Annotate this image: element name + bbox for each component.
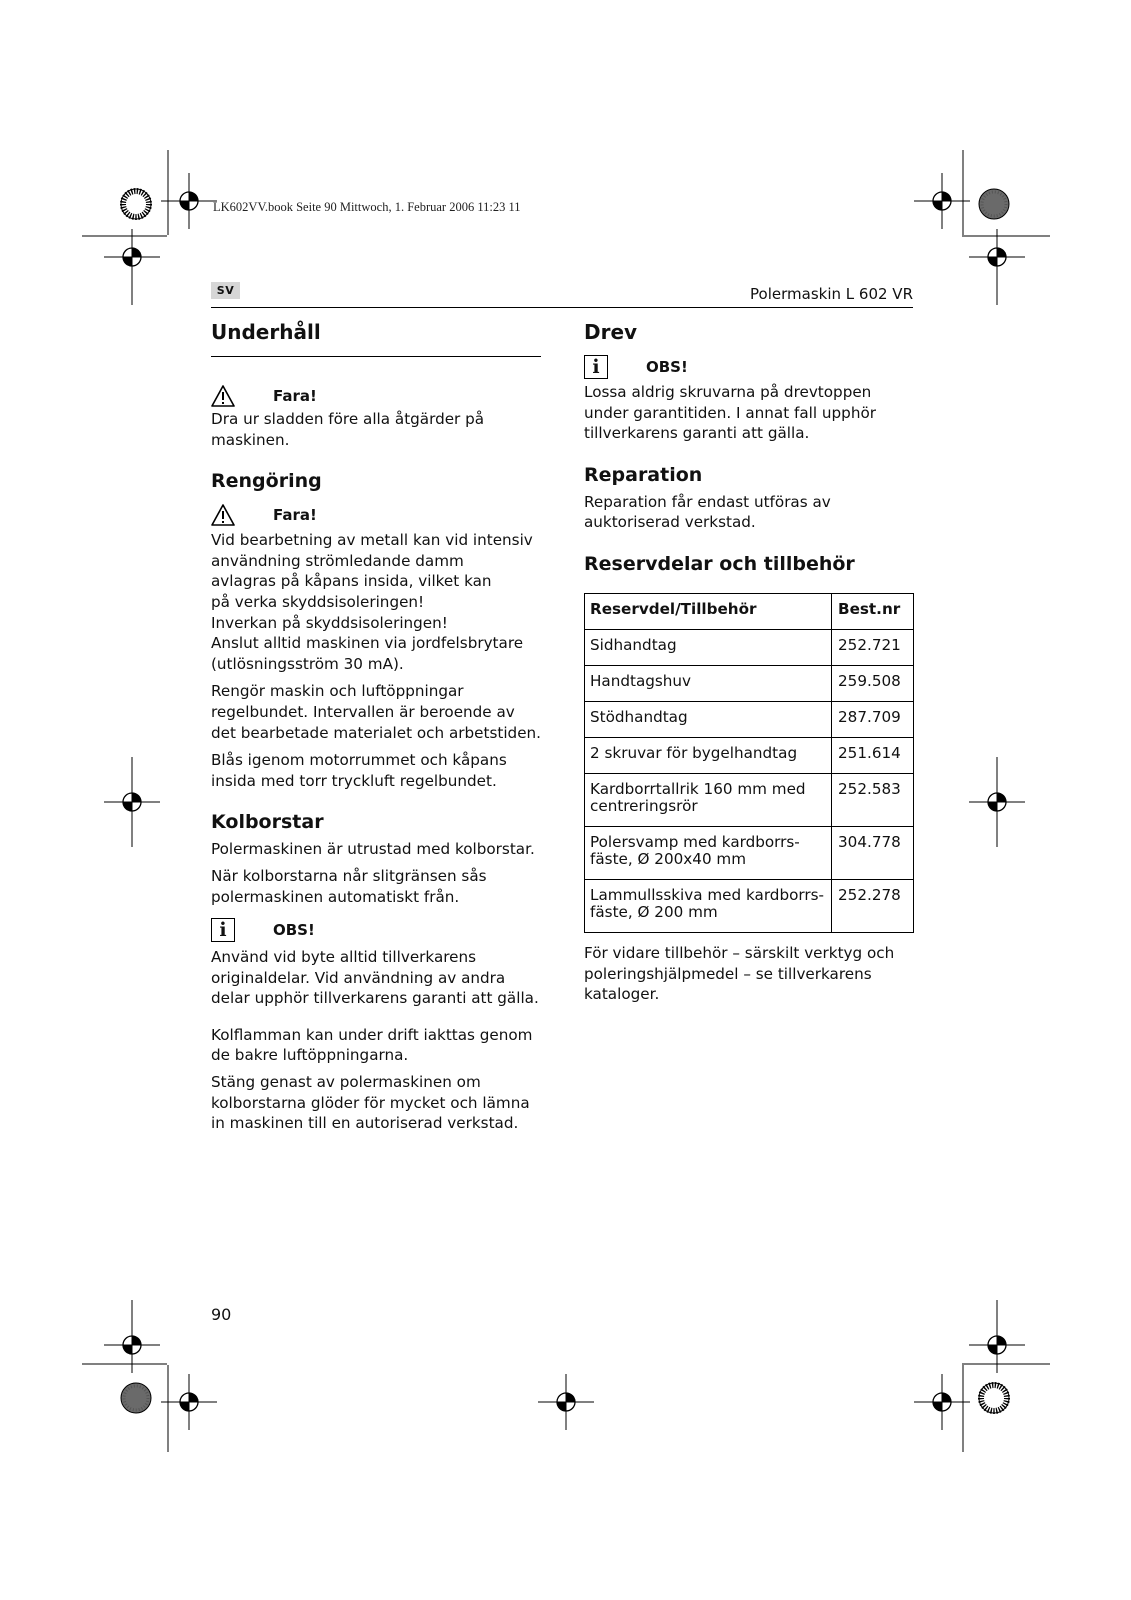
danger-text: Dra ur sladden före alla åtgärder på maskinen. xyxy=(211,410,485,449)
table-row xyxy=(585,773,914,826)
table-row xyxy=(585,879,914,932)
warning-triangle-icon xyxy=(211,385,235,407)
column-header: Best.nr xyxy=(832,593,914,629)
header-rule xyxy=(211,307,913,308)
danger-note xyxy=(211,383,541,409)
document-title: Polermaskin L 602 VR xyxy=(750,285,913,303)
section-heading-repair: Reparation xyxy=(584,463,703,486)
section-heading-drive: Drev xyxy=(584,320,638,344)
text-line: in maskinen till en autoriserad verkstad. xyxy=(211,1114,519,1133)
part-name: Stödhandtag xyxy=(585,701,832,737)
accessories-note: För vidare tillbehör – särskilt verktyg och poleringshjälpmedel – se tillverkarens kataloger. xyxy=(584,943,895,1004)
title-rule xyxy=(211,356,541,357)
part-number: 252.278 xyxy=(832,879,914,932)
page-number: 90 xyxy=(211,1305,232,1324)
section-title-maintenance: Underhåll xyxy=(211,320,321,344)
part-number: 251.614 xyxy=(832,737,914,773)
part-name: Kardborrtallrik 160 mm med centreringsrör xyxy=(585,773,832,826)
table-row xyxy=(585,629,914,665)
left-column xyxy=(211,320,541,1134)
obs-note xyxy=(584,354,914,380)
part-number: 252.721 xyxy=(832,629,914,665)
cleaning-warning-text xyxy=(211,530,541,674)
paragraph: Blås igenom motorrummet och kåpans insida med torr tryckluft regelbundet. xyxy=(211,751,507,790)
part-name: Sidhandtag xyxy=(585,629,832,665)
paragraph: Reparation får endast utföras av auktoriserad verkstad. xyxy=(584,492,831,532)
text-line: användning strömledande damm xyxy=(211,551,464,570)
language-badge: SV xyxy=(211,282,240,299)
paragraph: Kolflamman kan under drift iakttas genom de bakre luftöppningarna. xyxy=(211,1025,533,1065)
text-line: på verka skyddsisoleringen! xyxy=(211,592,425,611)
table-row xyxy=(585,665,914,701)
warning-triangle-icon xyxy=(211,504,235,526)
danger-label: Fara! xyxy=(273,387,317,405)
text-line: kolborstarna glöder för mycket och lämna xyxy=(211,1093,530,1112)
column-header: Reservdel/Tillbehör xyxy=(585,593,832,629)
info-icon: i xyxy=(211,918,235,942)
text-line: avlagras på kåpans insida, vilket kan xyxy=(211,572,492,591)
table-row xyxy=(585,701,914,737)
obs-label: OBS! xyxy=(646,358,688,376)
obs-text: Lossa aldrig skruvarna på drevtoppen under garantitiden. I annat fall upphör tillverkarens garanti att gälla. xyxy=(584,383,876,443)
text-line: Anslut alltid maskinen via jordfelsbrytare xyxy=(211,634,524,653)
obs-label: OBS! xyxy=(273,921,315,940)
part-number: 287.709 xyxy=(832,701,914,737)
table-header-row xyxy=(585,593,914,629)
text-line: Stäng genast av polermaskinen om xyxy=(211,1073,481,1092)
part-number: 252.583 xyxy=(832,773,914,826)
obs-note xyxy=(211,917,541,943)
print-slug: LK602VV.book Seite 90 Mittwoch, 1. Februar 2006 11:23 11 xyxy=(213,200,521,214)
paragraph xyxy=(211,1072,541,1134)
table-row xyxy=(585,826,914,879)
obs-text: Använd vid byte alltid tillverkarens originaldelar. Vid användning av andra delar upphör tillverkarens garanti att gälla. xyxy=(211,948,539,1008)
section-heading-brushes: Kolborstar xyxy=(211,811,324,834)
text-line: Vid bearbetning av metall kan vid intensiv xyxy=(211,531,533,550)
section-heading-parts: Reservdelar och tillbehör xyxy=(584,552,855,575)
text-line: Inverkan på skyddsisoleringen! xyxy=(211,613,448,632)
part-name: Lammullsskiva med kardborrs-fäste, Ø 200 mm xyxy=(585,879,832,932)
info-icon: i xyxy=(584,355,608,379)
part-number: 304.778 xyxy=(832,826,914,879)
parts-table xyxy=(584,593,914,933)
paragraph: När kolborstarna når slitgränsen sås polermaskinen automatiskt från. xyxy=(211,866,487,906)
part-number: 259.508 xyxy=(832,665,914,701)
part-name: Handtagshuv xyxy=(585,665,832,701)
text-line: (utlösningsström 30 mA). xyxy=(211,654,404,673)
section-heading-cleaning: Rengöring xyxy=(211,470,322,493)
table-row xyxy=(585,737,914,773)
part-name: Polersvamp med kardborrs-fäste, Ø 200x40 mm xyxy=(585,826,832,879)
right-column xyxy=(584,320,914,1005)
part-name: 2 skruvar för bygelhandtag xyxy=(585,737,832,773)
danger-note xyxy=(211,502,541,528)
paragraph: Polermaskinen är utrustad med kolborstar. xyxy=(211,840,535,859)
danger-label: Fara! xyxy=(273,506,317,525)
paragraph: Rengör maskin och luftöppningar regelbundet. Intervallen är beroende av det bearbetade materialet och arbetstiden. xyxy=(211,682,541,742)
